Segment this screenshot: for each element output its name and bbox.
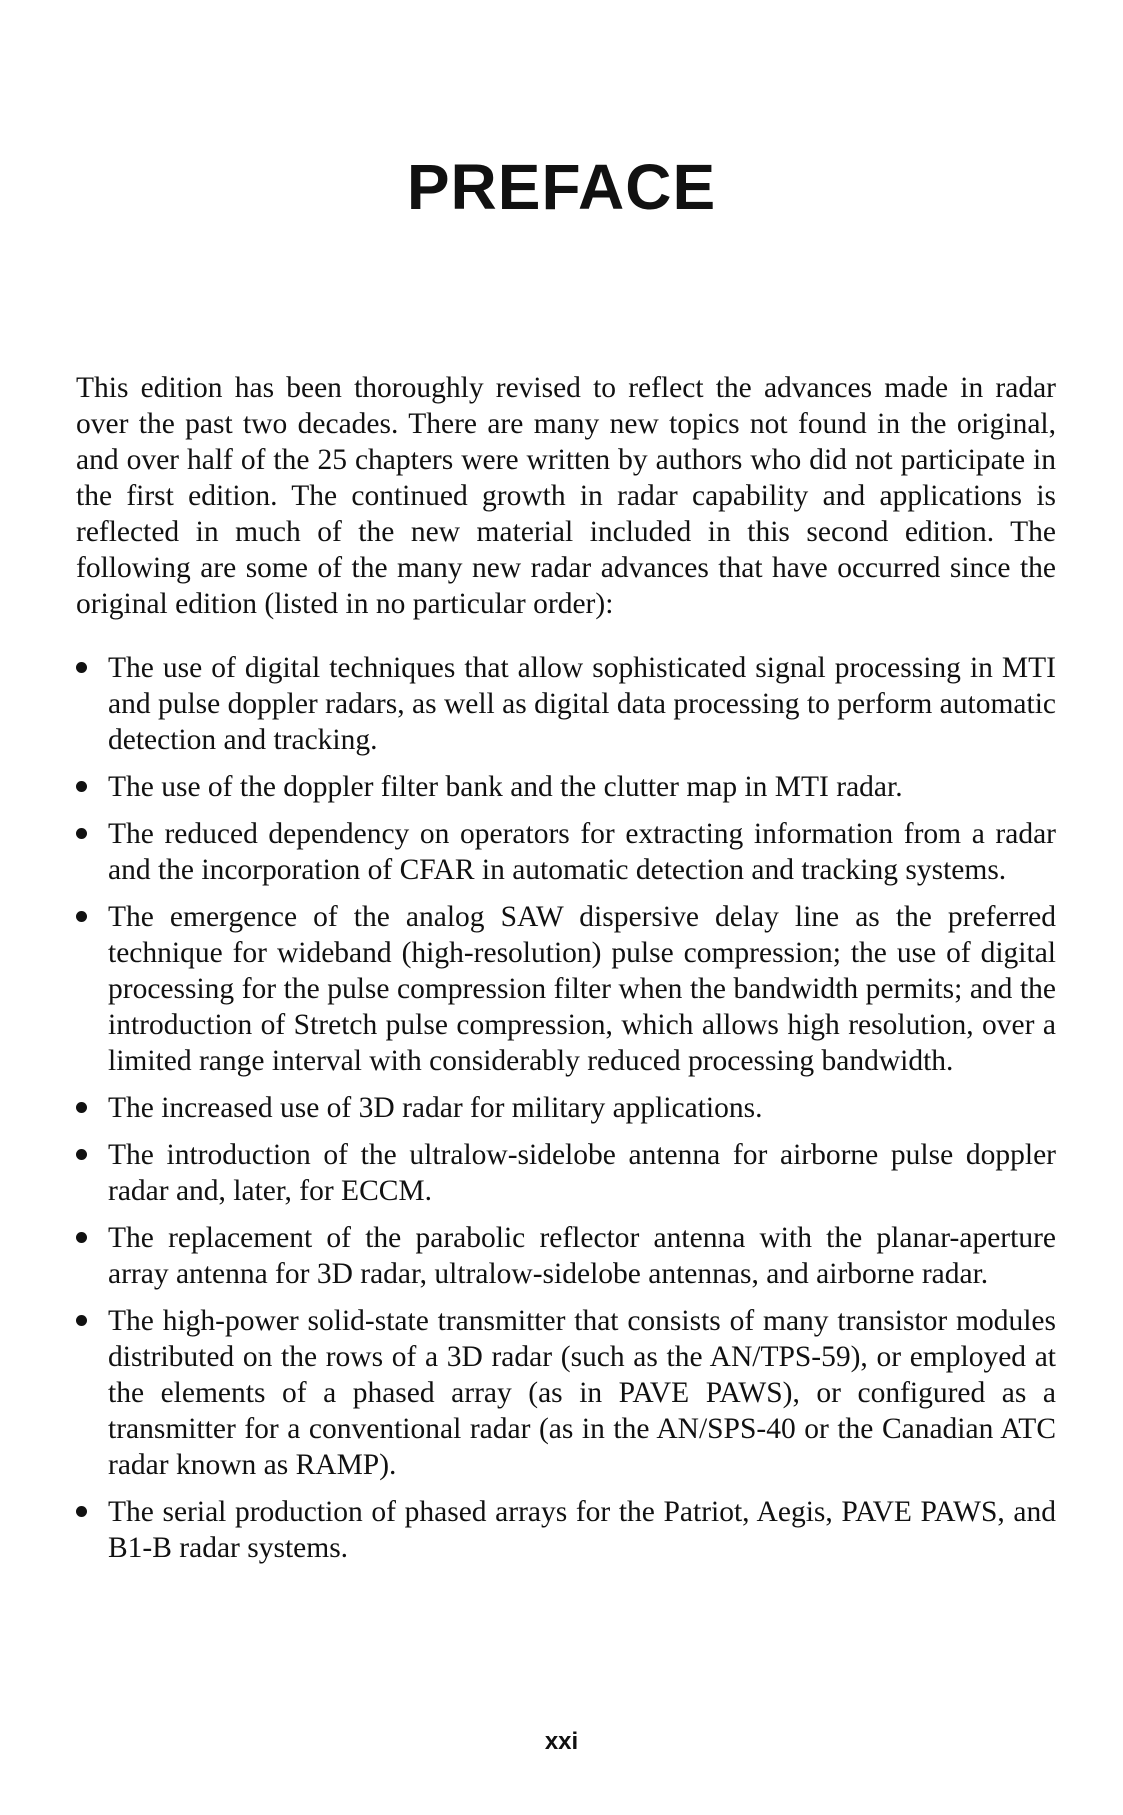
page-number: xxi <box>544 1728 579 1755</box>
bullet-icon <box>76 1315 87 1326</box>
list-item <box>76 1137 1056 1209</box>
list-item-text: The emergence of the analog SAW dispersive delay line as the preferred technique for wideband (high-resolution) pulse compression; the use of digital processing for the pulse compression filter when the bandwidth permits; and the introduction of Stretch pulse compression, which allows high resolution, over a limited range interval with considerably reduced processing bandwidth. <box>108 901 1056 1077</box>
list-item <box>76 1220 1056 1292</box>
list-item-text: The serial production of phased arrays for the Patriot, Aegis, PAVE PAWS, and B1-B radar systems. <box>108 1496 1056 1564</box>
advances-list <box>76 650 1056 1566</box>
list-item <box>76 816 1056 888</box>
list-item <box>76 650 1056 758</box>
bullet-icon <box>76 911 87 922</box>
bullet-icon <box>76 1149 87 1160</box>
list-item-text: The reduced dependency on operators for extracting information from a radar and the incorporation of CFAR in automatic detection and tracking systems. <box>108 818 1056 886</box>
bullet-icon <box>76 1232 87 1243</box>
bullet-icon <box>76 781 87 792</box>
list-item <box>76 1494 1056 1566</box>
list-item-text: The use of digital techniques that allow sophisticated signal processing in MTI and pulse doppler radars, as well as digital data processing to perform automatic detection and tracking. <box>108 652 1056 756</box>
list-item-text: The use of the doppler filter bank and the clutter map in MTI radar. <box>108 771 903 803</box>
list-item-text: The increased use of 3D radar for military applications. <box>108 1092 763 1124</box>
bullet-icon <box>76 1102 87 1113</box>
intro-paragraph: This edition has been thoroughly revised to reflect the advances made in radar over the past two decades. There are many new topics not found in the original, and over half of the 25 chapters were written by authors who did not participate in the first edition. The continued growth in radar capability and applications is reflected in much of the new material included in this second edition. The following are some of the many new radar advances that have occurred since the original edition (listed in no particular order): <box>76 372 1056 620</box>
page-title: PREFACE <box>406 151 717 223</box>
list-item-text: The introduction of the ultralow-sidelobe antenna for airborne pulse doppler radar and, later, for ECCM. <box>108 1139 1056 1207</box>
list-item <box>76 899 1056 1079</box>
list-item-text: The high-power solid-state transmitter that consists of many transistor modules distributed on the rows of a 3D radar (such as the AN/TPS-59), or employed at the elements of a phased array (as in PAVE PAWS), or configured as a transmitter for a conventional radar (as in the AN/SPS-40 or the Canadian ATC radar known as RAMP). <box>108 1305 1056 1481</box>
list-item <box>76 1090 1056 1126</box>
bullet-icon <box>76 1506 87 1517</box>
bullet-icon <box>76 828 87 839</box>
bullet-icon <box>76 662 87 673</box>
list-item <box>76 1303 1056 1483</box>
preface-body <box>76 370 1056 1577</box>
list-item-text: The replacement of the parabolic reflector antenna with the planar-aperture array antenna for 3D radar, ultralow-sidelobe antennas, and airborne radar. <box>108 1222 1056 1290</box>
list-item <box>76 769 1056 805</box>
